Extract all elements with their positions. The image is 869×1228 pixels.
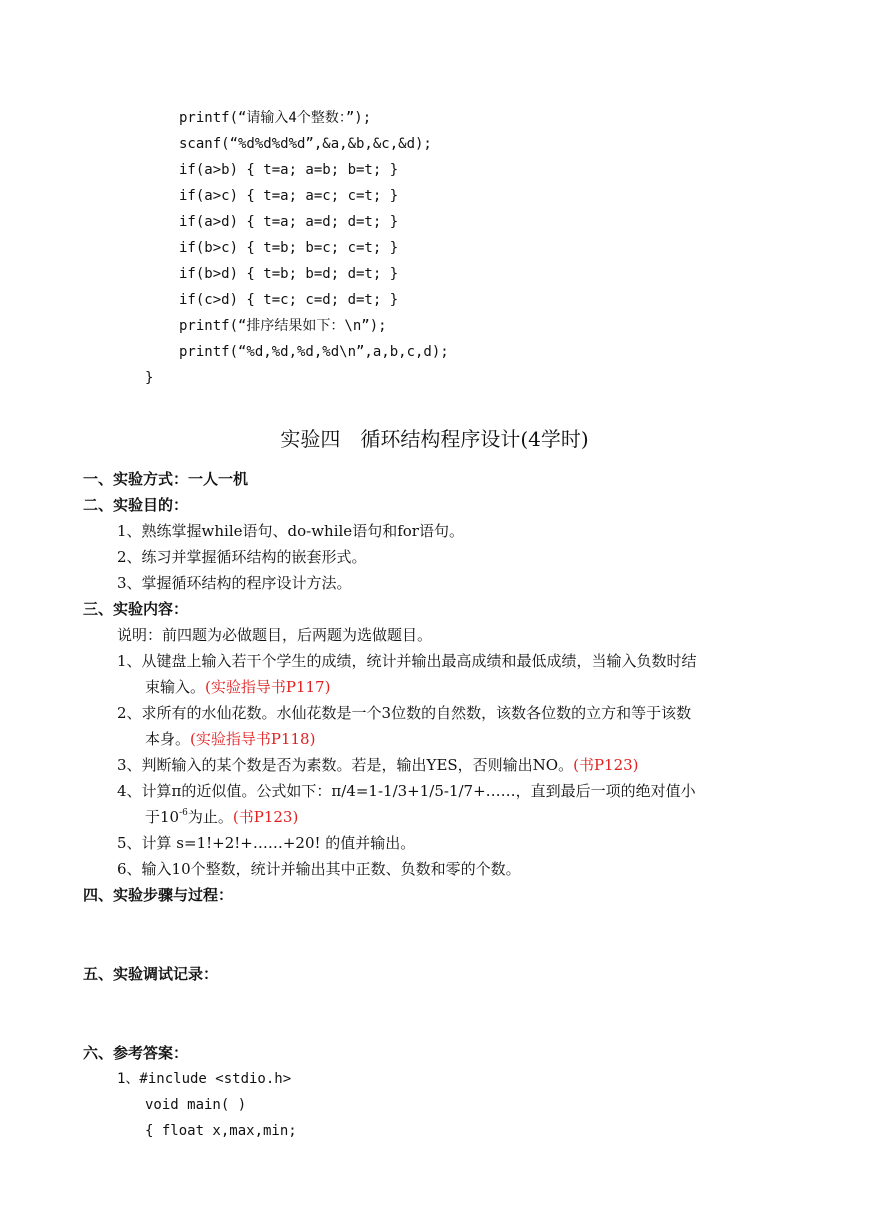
- code-line: if(c>d) { t=c; c=d; d=t; }: [179, 292, 399, 308]
- section-heading-mode: 一、实验方式：一人一机: [83, 470, 249, 488]
- task-3-text: 3、判断输入的某个数是否为素数。若是，输出YES，否则输出NO。: [117, 756, 574, 774]
- content-note: 说明：前四题为必做题目，后两题为选做题目。: [117, 626, 433, 644]
- task-4-exponent: -6: [179, 808, 188, 818]
- answer-code-line: { float x,max,min;: [145, 1123, 297, 1139]
- task-3-reference: (书P123): [573, 756, 639, 774]
- code-line: if(a>b) { t=a; a=b; b=t; }: [179, 162, 399, 178]
- task-3-line: [117, 755, 639, 775]
- answer-code-line: void main( ): [145, 1097, 247, 1113]
- code-closing-brace: }: [145, 370, 154, 386]
- task-4-line-1: 4、计算π的近似值。公式如下：π/4=1-1/3+1/5-1/7+……，直到最后一项的绝对值小: [117, 782, 696, 800]
- code-line: if(a>d) { t=a; a=d; d=t; }: [179, 214, 399, 230]
- goal-item: 2、练习并掌握循环结构的嵌套形式。: [117, 548, 367, 566]
- task-2-line-2: [145, 729, 315, 749]
- goal-item: 3、掌握循环结构的程序设计方法。: [117, 574, 352, 592]
- task-4-text-post: 为止。: [187, 808, 233, 826]
- task-2-reference: (实验指导书P118): [190, 730, 316, 748]
- code-line: if(b>d) { t=b; b=d; d=t; }: [179, 266, 399, 282]
- code-line: if(a>c) { t=a; a=c; c=t; }: [179, 188, 399, 204]
- section-heading-answers: 六、参考答案：: [83, 1044, 189, 1062]
- task-1-line-1: 1、从键盘上输入若干个学生的成绩，统计并输出最高成绩和最低成绩，当输入负数时结: [117, 652, 697, 670]
- task-2-line-1: 2、求所有的水仙花数。水仙花数是一个3位数的自然数，该数各位数的立方和等于该数: [117, 704, 692, 722]
- code-line: if(b>c) { t=b; b=c; c=t; }: [179, 240, 399, 256]
- section-heading-goals: 二、实验目的：: [83, 496, 189, 514]
- answer-code-line: 1、#include <stdio.h>: [117, 1071, 292, 1087]
- experiment-title: 实验四 循环结构程序设计(4学时): [280, 427, 589, 451]
- code-line: printf(“请输入4个整数：”);: [179, 110, 372, 126]
- code-line: printf(“%d,%d,%d,%d\n”,a,b,c,d);: [179, 344, 449, 360]
- section-heading-steps: 四、实验步骤与过程：: [83, 886, 234, 904]
- task-1-text: 束输入。: [145, 678, 206, 696]
- goal-item: 1、熟练掌握while语句、do-while语句和for语句。: [117, 522, 464, 540]
- section-heading-debug: 五、实验调试记录：: [83, 965, 219, 983]
- task-4-line-2: [145, 807, 298, 827]
- section-heading-content: 三、实验内容：: [83, 600, 189, 618]
- task-2-text: 本身。: [145, 730, 191, 748]
- task-1-line-2: [145, 677, 330, 697]
- task-1-reference: (实验指导书P117): [205, 678, 331, 696]
- task-4-text-pre: 于10: [145, 808, 180, 826]
- task-6-line: 6、输入10个整数，统计并输出其中正数、负数和零的个数。: [117, 860, 521, 878]
- code-line: scanf(“%d%d%d%d”,&a,&b,&c,&d);: [179, 136, 432, 152]
- code-line: printf(“排序结果如下：\n”);: [179, 318, 387, 334]
- task-4-reference: (书P123): [232, 808, 299, 826]
- task-5-line: 5、计算 s=1!+2!+……+20! 的值并输出。: [117, 834, 416, 852]
